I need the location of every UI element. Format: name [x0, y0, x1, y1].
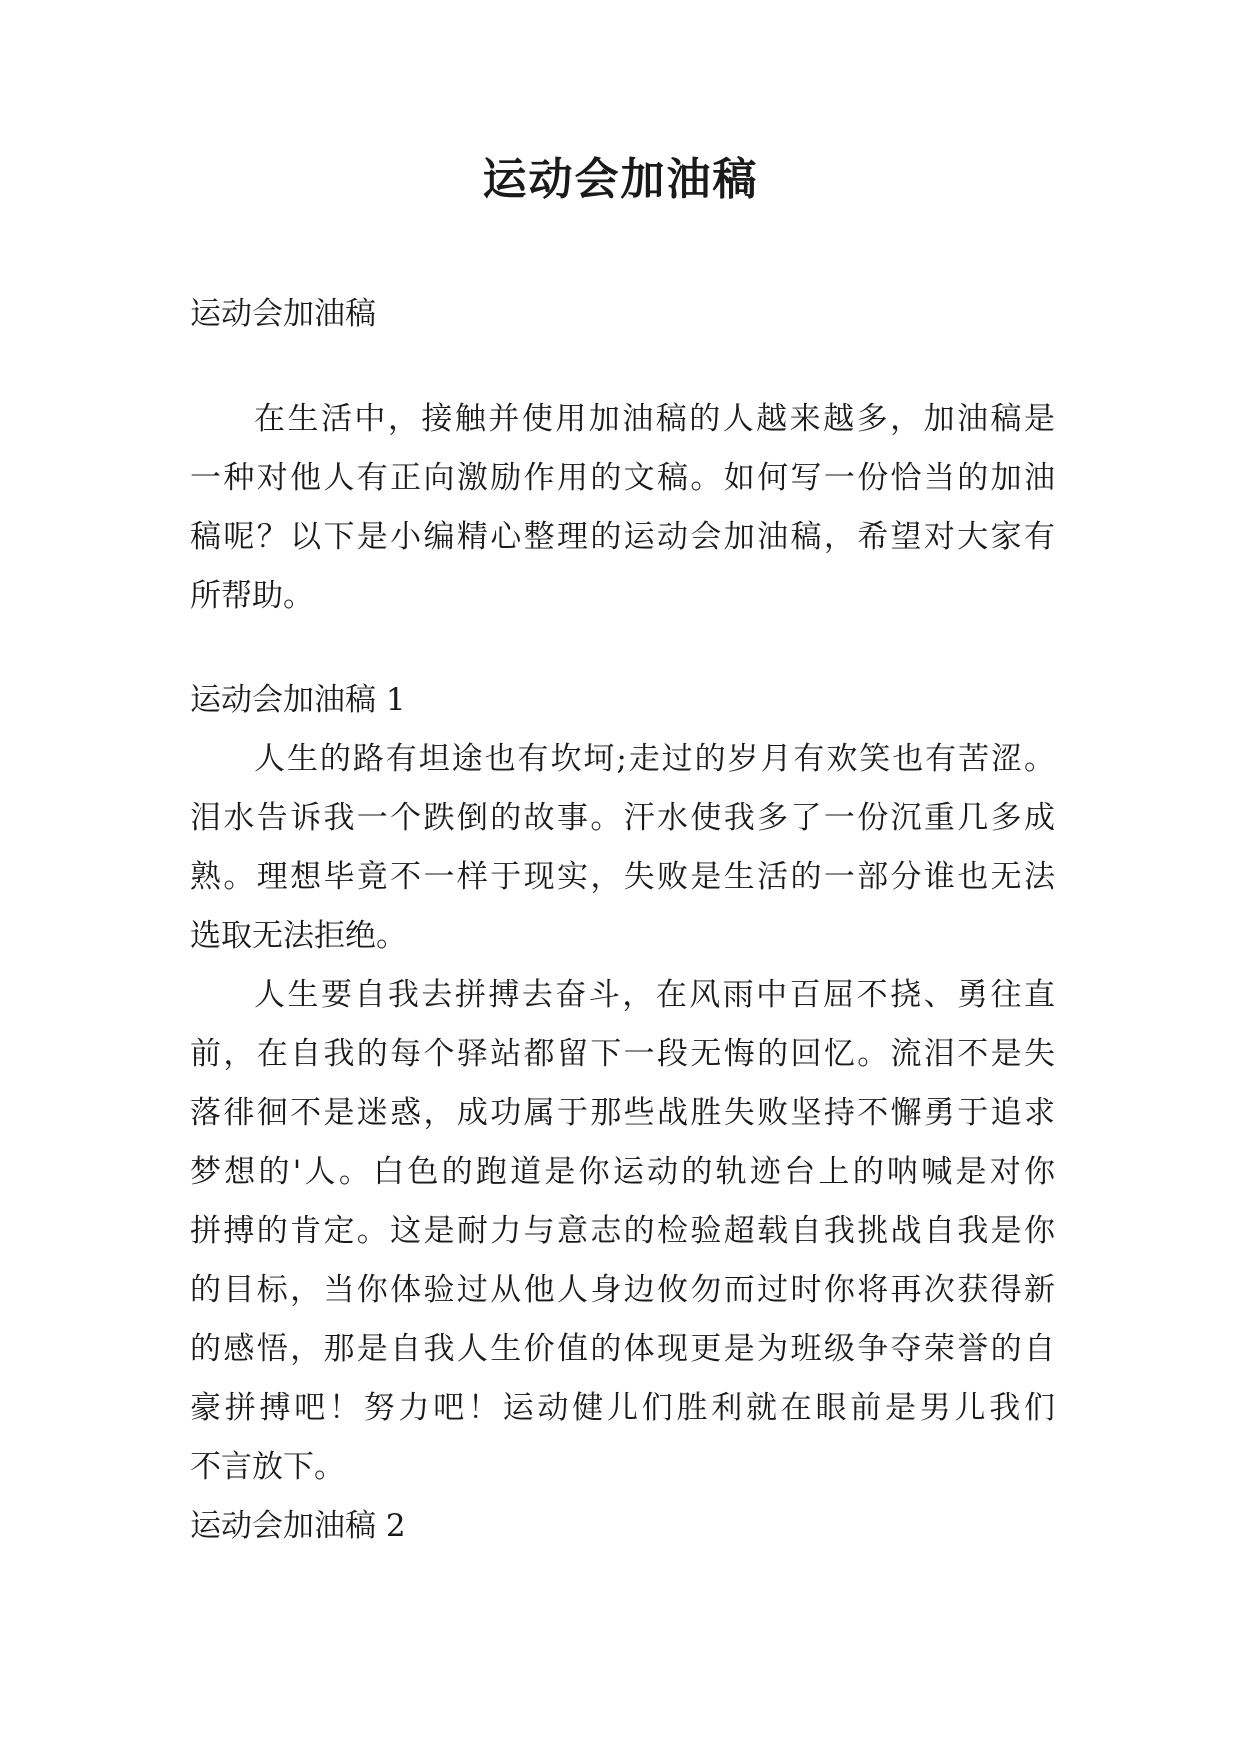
paragraph-line: 梦想的'人。白色的跑道是你运动的轨迹台上的呐喊是对你 — [190, 1154, 1055, 1190]
section-heading-2: 运动会加油稿 2 — [190, 1508, 406, 1544]
paragraph-line: 落徘徊不是迷惑，成功属于那些战胜失败坚持不懈勇于追求 — [190, 1095, 1055, 1131]
section-heading-1: 运动会加油稿 1 — [190, 682, 406, 718]
intro-line: 稿呢？以下是小编精心整理的运动会加油稿，希望对大家有 — [190, 519, 1055, 555]
paragraph-line: 熟。理想毕竟不一样于现实，失败是生活的一部分谁也无法 — [190, 859, 1055, 895]
paragraph-line: 人生的路有坦途也有坎坷;走过的岁月有欢笑也有苦涩。 — [254, 741, 1055, 777]
paragraph-line: 泪水告诉我一个跌倒的故事。汗水使我多了一份沉重几多成 — [190, 800, 1055, 836]
document-body — [190, 285, 1055, 1556]
section1-paragraph-1 — [190, 730, 1055, 966]
paragraph-line: 的感悟，那是自我人生价值的体现更是为班级争夺荣誉的自 — [190, 1331, 1055, 1367]
intro-line: 在生活中，接触并使用加油稿的人越来越多，加油稿是 — [254, 401, 1055, 437]
spacer — [190, 626, 1055, 671]
paragraph-line: 人生要自我去拼搏去奋斗，在风雨中百屈不挠、勇往直 — [254, 977, 1055, 1013]
section1-paragraph-2 — [190, 966, 1055, 1497]
spacer — [190, 344, 1055, 390]
document-title: 运动会加油稿 — [482, 154, 759, 205]
paragraph-line: 的目标，当你体验过从他人身边攸勿而过时你将再次获得新 — [190, 1272, 1055, 1308]
paragraph-line: 不言放下。 — [190, 1449, 345, 1485]
intro-line: 所帮助。 — [190, 578, 314, 614]
intro-line: 一种对他人有正向激励作用的文稿。如何写一份恰当的加油 — [190, 460, 1055, 496]
intro-paragraph — [190, 390, 1055, 626]
paragraph-line: 拼搏的肯定。这是耐力与意志的检验超载自我挑战自我是你 — [190, 1213, 1055, 1249]
document-subtitle: 运动会加油稿 — [190, 296, 376, 332]
paragraph-line: 前，在自我的每个驿站都留下一段无悔的回忆。流泪不是失 — [190, 1036, 1055, 1072]
paragraph-line: 选取无法拒绝。 — [190, 918, 407, 954]
paragraph-line: 豪拼搏吧！努力吧！运动健儿们胜利就在眼前是男儿我们 — [190, 1390, 1055, 1426]
